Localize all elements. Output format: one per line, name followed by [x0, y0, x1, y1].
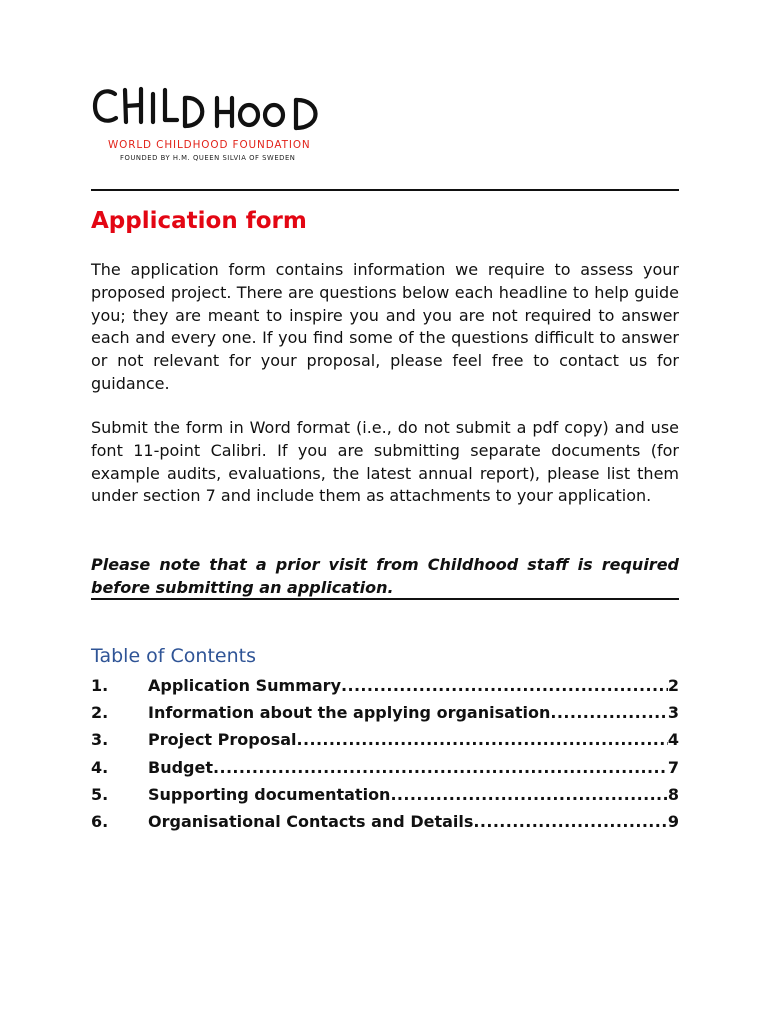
- toc-entry-supporting-documentation[interactable]: [91, 785, 679, 812]
- toc-entry-page: 8: [667, 784, 679, 804]
- toc-entry-number: 5.: [91, 784, 109, 804]
- page-title: Application form: [91, 208, 307, 234]
- toc-entry-label: Project Proposal: [148, 730, 297, 750]
- foundation-name: WORLD CHILDHOOD FOUNDATION: [108, 139, 311, 151]
- toc-entry-label: Budget: [148, 757, 213, 777]
- intro-paragraph: The application form contains information we require to assess your proposed project. There are questions below each headline to help guide you; they are meant to inspire you and you are not required to answer each and every one. If you find some of the questions difficult to answer or not relevant for your proposal, please feel free to contact us for guidance.: [91, 260, 679, 393]
- childhood-wordmark-logo: [91, 82, 333, 134]
- visit-requirement-note: Please note that a prior visit from Childhood staff is required before submitting an application.: [91, 555, 679, 597]
- toc-leader-dots: [341, 676, 668, 695]
- toc-entry-page: 9: [667, 811, 679, 831]
- toc-entry-application-summary[interactable]: [91, 676, 679, 703]
- note-divider: [91, 598, 679, 600]
- toc-entry-number: 6.: [91, 811, 109, 831]
- toc-entry-contacts-details[interactable]: [91, 812, 679, 839]
- toc-entry-number: 4.: [91, 757, 109, 777]
- toc-entry-organisation-info[interactable]: [91, 703, 679, 730]
- toc-leader-dots: [473, 812, 667, 831]
- toc-entry-page: 3: [667, 703, 679, 723]
- toc-entry-label: Information about the applying organisation: [148, 703, 551, 723]
- format-paragraph: Submit the form in Word format (i.e., do not submit a pdf copy) and use font 11-point Calibri. If you are submitting separate documents (for example audits, evaluations, the latest annual report), please list them under section 7 and include them as attachments to your application.: [91, 418, 679, 506]
- toc-entry-number: 3.: [91, 730, 109, 750]
- toc-entry-page: 7: [667, 757, 679, 777]
- header-divider: [91, 189, 679, 191]
- toc-leader-dots: [550, 703, 667, 722]
- toc-entry-label: Organisational Contacts and Details: [148, 811, 474, 831]
- toc-entry-project-proposal[interactable]: [91, 730, 679, 757]
- toc-heading: Table of Contents: [91, 645, 256, 667]
- table-of-contents: [91, 676, 679, 839]
- founded-by-line: FOUNDED BY H.M. QUEEN SILVIA OF SWEDEN: [120, 154, 296, 162]
- toc-entry-budget[interactable]: [91, 758, 679, 785]
- toc-leader-dots: [213, 758, 668, 777]
- toc-entry-page: 4: [667, 730, 679, 750]
- toc-leader-dots: [297, 730, 668, 749]
- toc-leader-dots: [390, 785, 667, 804]
- toc-entry-number: 2.: [91, 703, 109, 723]
- toc-entry-number: 1.: [91, 676, 109, 695]
- toc-entry-page: 2: [667, 676, 679, 695]
- childhood-logo: [91, 82, 341, 172]
- toc-entry-label: Application Summary: [148, 676, 341, 695]
- toc-entry-label: Supporting documentation: [148, 784, 391, 804]
